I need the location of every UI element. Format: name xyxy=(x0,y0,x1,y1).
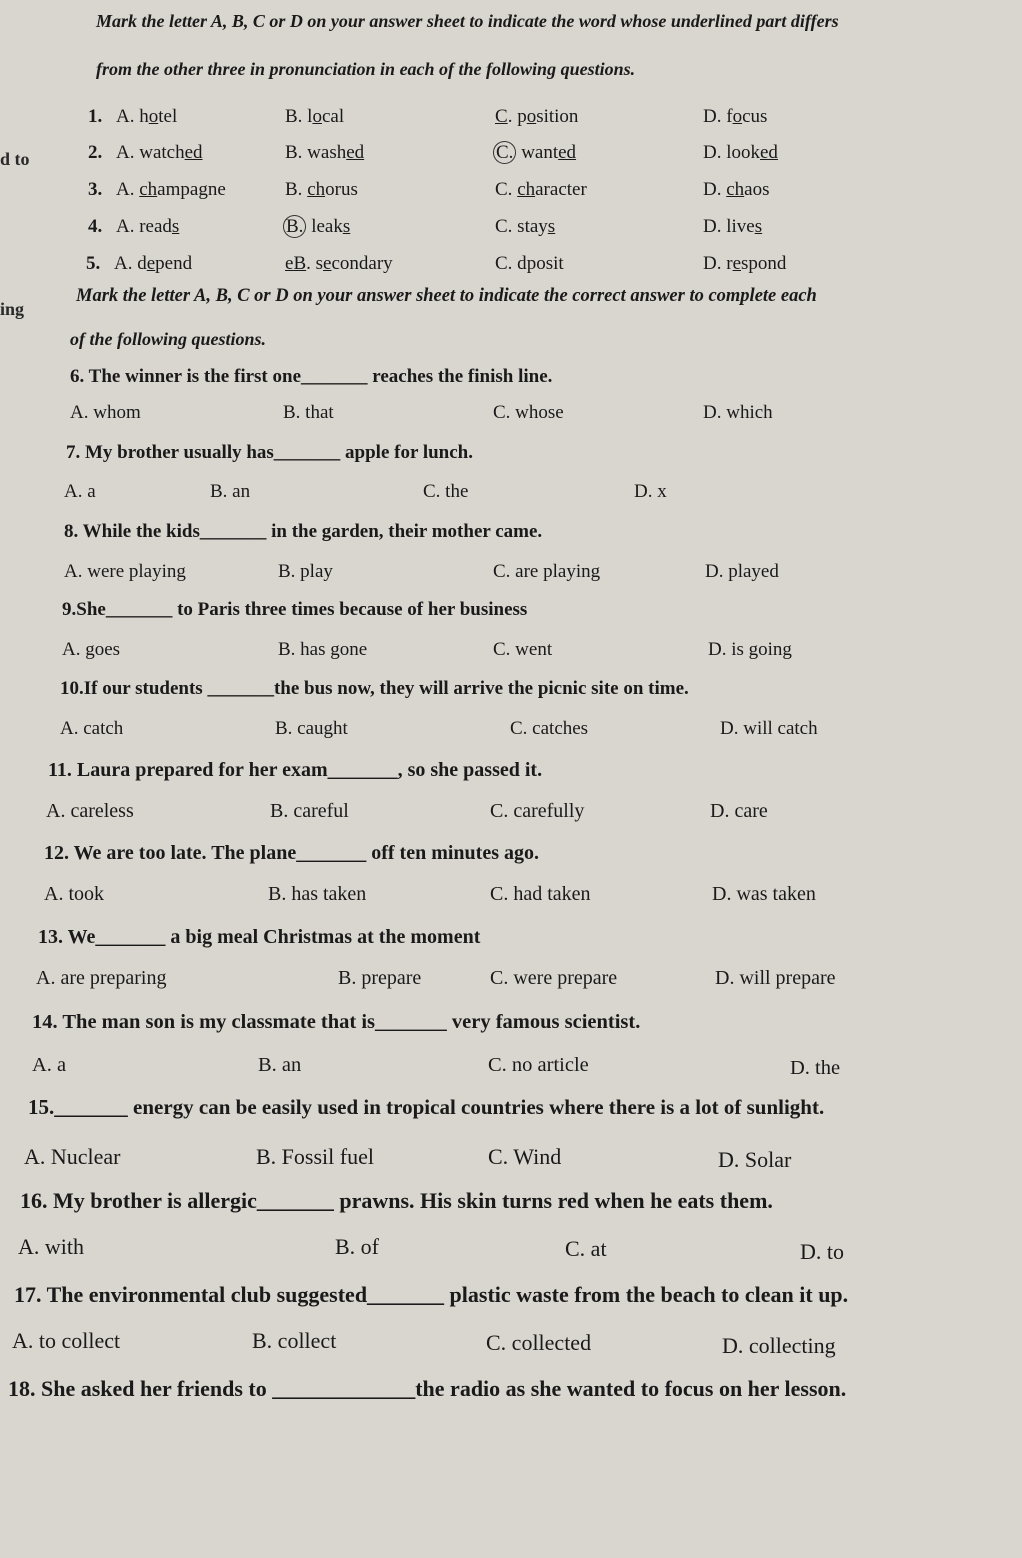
margin-note-2: ing xyxy=(0,299,25,319)
pron-q3-option-b: B. chorus xyxy=(285,179,358,200)
question-11-stem: 11. Laura prepared for her exam_______, so she passed it. xyxy=(48,759,543,781)
question-14-option-d: D. the xyxy=(790,1057,841,1079)
question-6-stem: 6. The winner is the first one_______ reaches the finish line. xyxy=(70,366,553,387)
question-6-option-c: C. whose xyxy=(493,402,564,423)
question-16-stem: 16. My brother is allergic_______ prawns. His skin turns red when he eats them. xyxy=(20,1188,773,1213)
question-15-option-a: A. Nuclear xyxy=(24,1144,121,1169)
instruction-pronunciation-line1: Mark the letter A, B, C or D on your answer sheet to indicate the word whose underlined part differs xyxy=(96,11,839,31)
question-11-option-a: A. careless xyxy=(46,800,134,822)
question-12-stem: 12. We are too late. The plane_______ off ten minutes ago. xyxy=(44,842,539,864)
question-13-option-b: B. prepare xyxy=(338,967,422,989)
question-16-option-b: B. of xyxy=(335,1234,379,1259)
question-12-option-c: C. had taken xyxy=(490,883,591,905)
question-14-stem: 14. The man son is my classmate that is_______ very famous scientist. xyxy=(32,1011,641,1033)
question-18-stem: 18. She asked her friends to _____________the radio as she wanted to focus on her lesson. xyxy=(8,1376,847,1401)
question-15-option-d: D. Solar xyxy=(718,1147,792,1172)
question-9-option-d: D. is going xyxy=(708,639,792,660)
pron-q2-option-c: C. wanted xyxy=(493,143,576,162)
pron-q2-option-b: B. washed xyxy=(285,142,365,163)
pron-q4-option-d: D. lives xyxy=(703,216,763,237)
question-10-option-c: C. catches xyxy=(510,718,589,739)
question-17-option-c: C. collected xyxy=(486,1330,592,1355)
pron-q4-number: 4. xyxy=(88,216,103,237)
question-14-option-a: A. a xyxy=(32,1054,67,1076)
pron-q3-option-d: D. chaos xyxy=(703,179,770,200)
question-7-option-d: D. x xyxy=(634,481,667,502)
question-7-option-c: C. the xyxy=(423,481,469,502)
pron-q3-number: 3. xyxy=(88,179,103,200)
question-16-option-a: A. with xyxy=(18,1234,84,1259)
question-16-option-d: D. to xyxy=(800,1239,844,1264)
question-17-stem: 17. The environmental club suggested_______ plastic waste from the beach to clean it up. xyxy=(14,1282,849,1307)
answer-circle: B. xyxy=(283,215,306,238)
question-11-option-c: C. carefully xyxy=(490,800,585,822)
question-9-option-c: C. went xyxy=(493,639,553,660)
question-17-option-a: A. to collect xyxy=(12,1328,121,1353)
question-6-option-d: D. which xyxy=(703,402,773,423)
question-7-stem: 7. My brother usually has_______ apple for lunch. xyxy=(66,442,473,463)
answer-circle: C. xyxy=(493,141,516,164)
question-11-option-b: B. careful xyxy=(270,800,349,822)
pron-q5-number: 5. xyxy=(86,253,101,274)
pron-q4-option-b: B. leaks xyxy=(283,217,350,236)
pron-q5-option-d: D. respond xyxy=(703,253,787,274)
pron-q1-option-a: A. hotel xyxy=(116,106,178,127)
question-14-option-c: C. no article xyxy=(488,1054,589,1076)
question-9-stem: 9.She_______ to Paris three times because of her business xyxy=(62,599,528,620)
pron-q5-option-b: eB. secondary xyxy=(285,253,393,274)
question-10-stem: 10.If our students _______the bus now, they will arrive the picnic site on time. xyxy=(60,678,689,699)
question-12-option-b: B. has taken xyxy=(268,883,367,905)
pron-q2-option-a: A. watched xyxy=(116,142,203,163)
question-9-option-b: B. has gone xyxy=(278,639,368,660)
pron-q3-option-c: C. character xyxy=(495,179,587,200)
instruction-completion-line1: Mark the letter A, B, C or D on your answer sheet to indicate the correct answer to complete each xyxy=(76,286,817,306)
question-12-option-d: D. was taken xyxy=(712,883,816,905)
question-14-option-b: B. an xyxy=(258,1054,302,1076)
question-10-option-b: B. caught xyxy=(275,718,348,739)
pron-q5-option-c: C. dposit xyxy=(495,253,564,274)
question-8-option-c: C. are playing xyxy=(493,561,601,582)
question-8-option-d: D. played xyxy=(705,561,779,582)
question-9-option-a: A. goes xyxy=(62,639,121,660)
question-15-stem: 15._______ energy can be easily used in tropical countries where there is a lot of sunlight. xyxy=(28,1095,825,1119)
question-17-option-b: B. collect xyxy=(252,1328,337,1353)
question-17-option-d: D. collecting xyxy=(722,1333,836,1358)
pron-q2-option-d: D. looked xyxy=(703,142,778,163)
question-13-option-d: D. will prepare xyxy=(715,967,836,989)
question-15-option-b: B. Fossil fuel xyxy=(256,1144,374,1169)
question-16-option-c: C. at xyxy=(565,1236,607,1261)
question-6-option-b: B. that xyxy=(283,402,334,423)
question-15-option-c: C. Wind xyxy=(488,1144,562,1169)
question-10-option-a: A. catch xyxy=(60,718,124,739)
question-8-option-b: B. play xyxy=(278,561,333,582)
question-11-option-d: D. care xyxy=(710,800,768,822)
instruction-completion-line2: of the following questions. xyxy=(70,329,267,349)
question-7-option-a: A. a xyxy=(64,481,96,502)
question-10-option-d: D. will catch xyxy=(720,718,818,739)
pron-q1-option-c: C. position xyxy=(495,106,579,127)
question-7-option-b: B. an xyxy=(210,481,251,502)
pron-q5-option-a: A. depend xyxy=(114,253,193,274)
question-13-option-c: C. were prepare xyxy=(490,967,618,989)
pron-q1-option-d: D. focus xyxy=(703,106,768,127)
question-12-option-a: A. took xyxy=(44,883,104,905)
question-8-option-a: A. were playing xyxy=(64,561,186,582)
margin-note-1: d to xyxy=(0,149,30,169)
instruction-pronunciation-line2: from the other three in pronunciation in each of the following questions. xyxy=(96,59,636,79)
pron-q1-number: 1. xyxy=(88,106,103,127)
pron-q2-number: 2. xyxy=(88,142,103,163)
pron-q3-option-a: A. champagne xyxy=(116,179,226,200)
question-6-option-a: A. whom xyxy=(70,402,141,423)
question-13-option-a: A. are preparing xyxy=(36,967,167,989)
question-8-stem: 8. While the kids_______ in the garden, their mother came. xyxy=(64,521,543,542)
question-13-stem: 13. We_______ a big meal Christmas at the moment xyxy=(38,926,481,948)
pron-q4-option-a: A. reads xyxy=(116,216,180,237)
pron-q1-option-b: B. local xyxy=(285,106,345,127)
pron-q4-option-c: C. stays xyxy=(495,216,556,237)
